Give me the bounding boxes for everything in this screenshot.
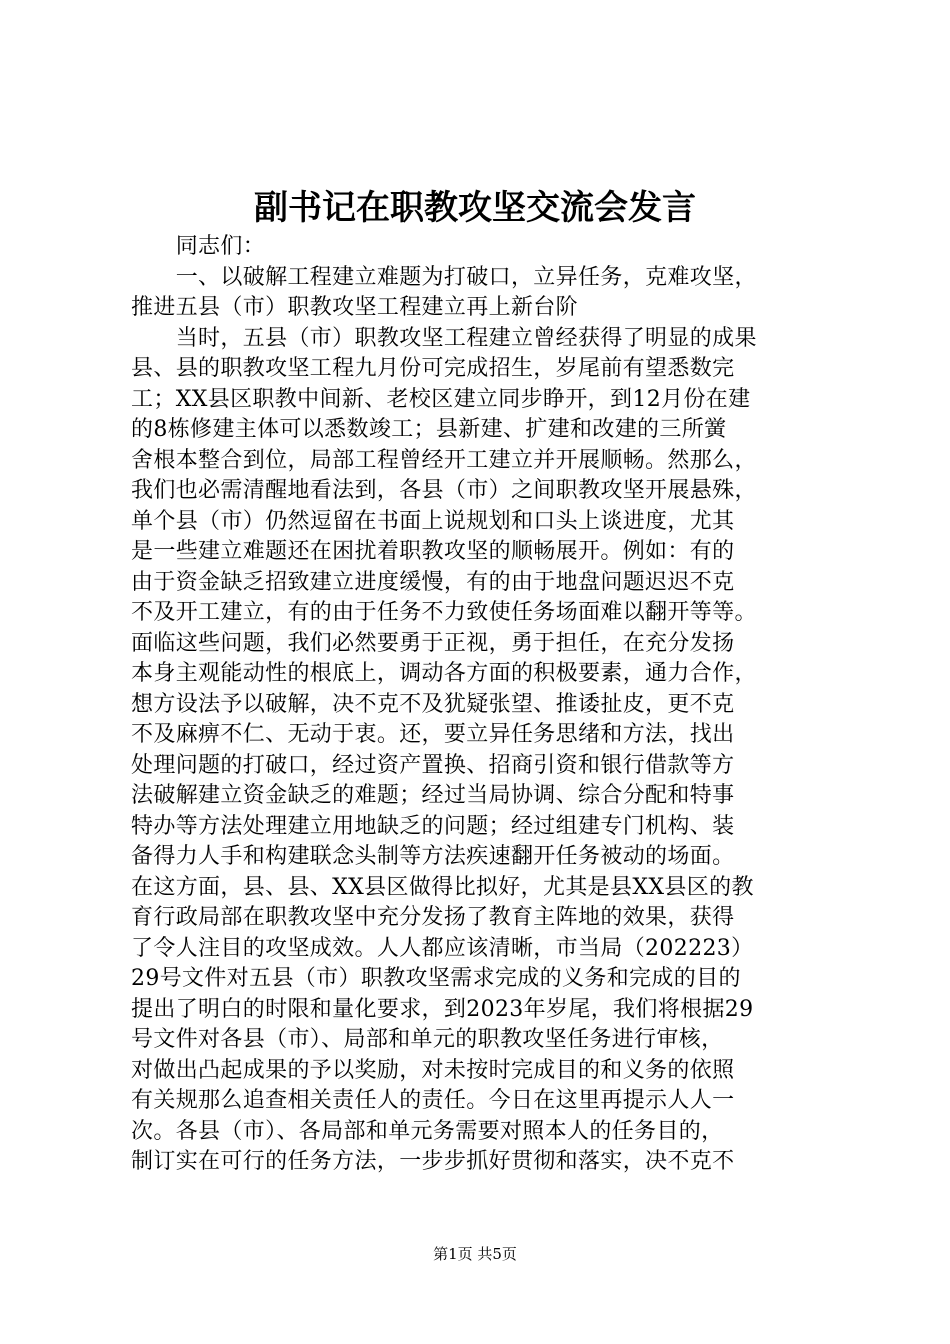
- text-line: 一、以破解工程建立难题为打破口，立异任务，克难攻坚，: [131, 264, 757, 290]
- text-line: 本身主观能动性的根底上，调动各方面的积极要素，通力合作，: [131, 661, 757, 686]
- text-line: 不及开工建立，有的由于任务不力致使任务场面难以翻开等等。: [131, 600, 757, 625]
- text-line: 工；XX县区职教中间新、老校区建立同步睁开，到12月份在建: [131, 386, 751, 412]
- text-line: 同志们：: [131, 234, 266, 259]
- text-line: 育行政局部在职教攻坚中充分发扬了教育主阵地的效果，获得: [131, 905, 735, 930]
- text-line: 面临这些问题，我们必然要勇于正视，勇于担任，在充分发扬: [131, 630, 735, 656]
- text-line: 推进五县（市）职教攻坚工程建立再上新台阶: [131, 295, 579, 320]
- document-title: 副书记在职教攻坚交流会发言: [254, 188, 696, 228]
- text-line: 当时，五县（市）职教攻坚工程建立曾经获得了明显的成果: [131, 325, 757, 351]
- text-line: 县、县的职教攻坚工程九月份可完成招生，岁尾前有望悉数完: [131, 356, 735, 381]
- text-line: 号文件对各县（市）、局部和单元的职教攻坚任务进行审核，: [131, 1027, 724, 1052]
- text-line: 想方设法予以破解，决不克不及犹疑张望、推诿扯皮，更不克: [131, 691, 735, 717]
- text-line: 有关规那么追查相关责任人的责任。今日在这里再提示人人一: [131, 1088, 735, 1113]
- text-line: 处理问题的打破口，经过资产置换、招商引资和银行借款等方: [131, 752, 735, 778]
- text-line: 在这方面，县、县、XX县区做得比拟好，尤其是县XX县区的教: [131, 874, 754, 900]
- text-line: 制订实在可行的任务方法，一步步抓好贯彻和落实，决不克不: [131, 1149, 735, 1174]
- text-line: 法破解建立资金缺乏的难题；经过当局协调、综合分配和特事: [131, 783, 735, 808]
- text-line: 舍根本整合到位，局部工程曾经开工建立并开展顺畅。然那么，: [131, 447, 757, 473]
- text-line: 了令人注目的攻坚成效。人人都应该清晰，市当局（202223）: [131, 935, 754, 961]
- text-line: 单个县（市）仍然逗留在书面上说规划和口头上谈进度，尤其: [131, 508, 735, 534]
- text-line: 29号文件对五县（市）职教攻坚需求完成的义务和完成的目的: [131, 966, 741, 991]
- text-line: 不及麻痹不仁、无动于衷。还，要立异任务思绪和方法，找出: [131, 722, 735, 747]
- text-line: 特办等方法处理建立用地缺乏的问题；经过组建专门机构、装: [131, 813, 735, 839]
- text-line: 对做出凸起成果的予以奖励，对未按时完成目的和义务的依照: [131, 1057, 735, 1083]
- document-body: [131, 232, 831, 1178]
- text-line: 提出了明白的时限和量化要求，到2023年岁尾，我们将根据29: [131, 996, 754, 1022]
- text-line: 由于资金缺乏招致建立进度缓慢，有的由于地盘问题迟迟不克: [131, 569, 735, 595]
- text-line: 是一些建立难题还在困扰着职教攻坚的顺畅展开。例如：有的: [131, 539, 735, 564]
- text-line: 的8栋修建主体可以悉数竣工；县新建、扩建和改建的三所黉: [131, 417, 727, 442]
- text-line: 次。各县（市）、各局部和单元务需要对照本人的任务目的，: [131, 1118, 724, 1144]
- page-footer: 第1页 共5页: [433, 1245, 517, 1263]
- text-line: 我们也必需清醒地看法到，各县（市）之间职教攻坚开展悬殊，: [131, 478, 757, 503]
- text-line: 备得力人手和构建联念头制等方法疾速翻开任务被动的场面。: [131, 844, 735, 869]
